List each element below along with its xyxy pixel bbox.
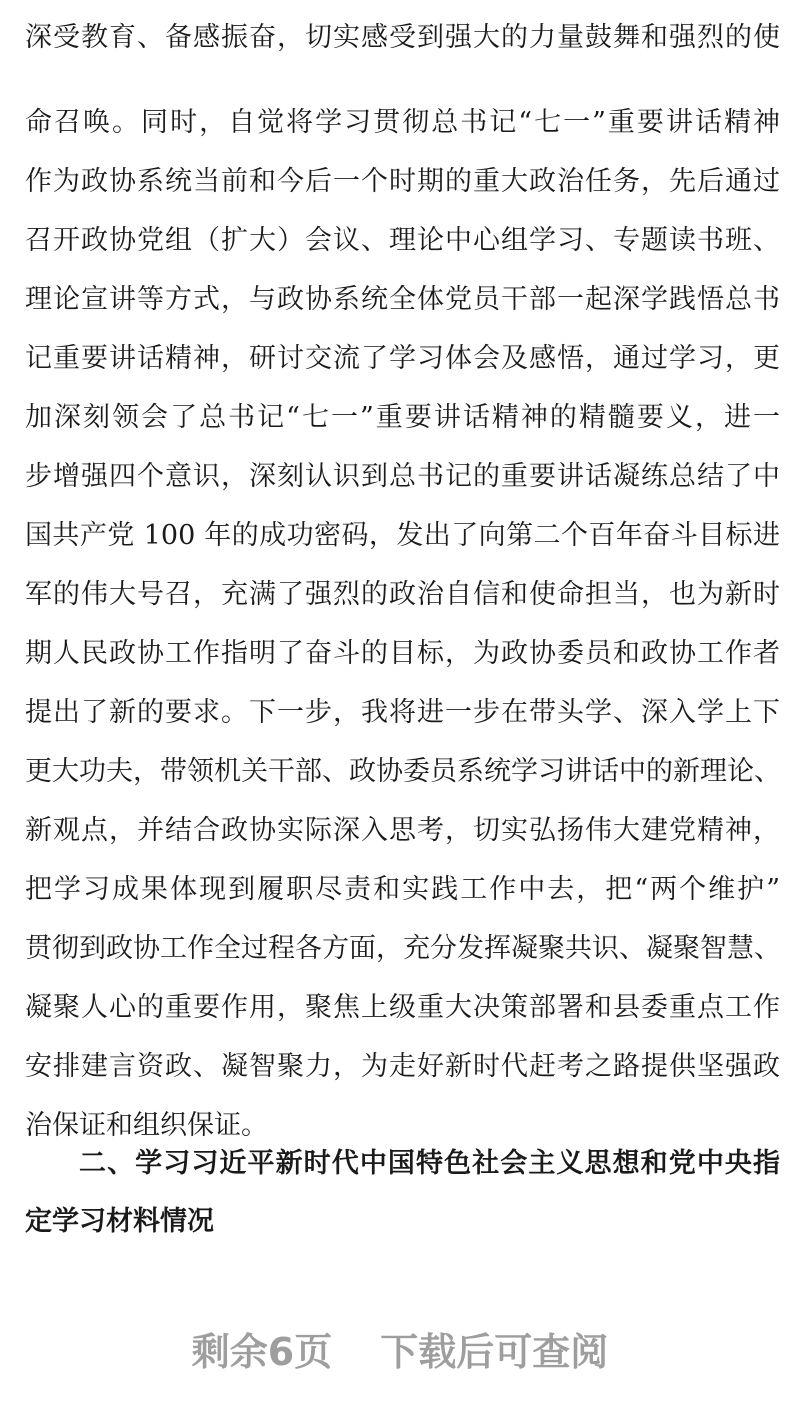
paragraph-line: 期人民政协工作指明了奋斗的目标，为政协委员和政协工作者 xyxy=(25,638,780,669)
paragraph-line: 新观点，并结合政协实际深入思考，切实弘扬伟大建党精神， xyxy=(25,815,780,846)
paragraph-line: 把学习成果体现到履职尽责和实践工作中去，把“两个维护” xyxy=(25,874,780,905)
paragraph-line: 提出了新的要求。下一步，我将进一步在带头学、深入学上下 xyxy=(25,697,780,728)
paragraph-line: 更大功夫，带领机关干部、政协委员系统学习讲话中的新理论、 xyxy=(25,756,781,787)
download-hint-label: 下载后可查阅 xyxy=(380,1330,609,1374)
paragraph-line: 命召唤。同时，自觉将学习贯彻总书记“七一”重要讲话精神 xyxy=(25,107,780,138)
paragraph-line: 安排建言资政、凝智聚力，为走好新时代赶考之路提供坚强政 xyxy=(25,1051,780,1082)
paragraph-line: 国共产党 100 年的成功密码，发出了向第二个百年奋斗目标进 xyxy=(25,520,780,551)
section-heading-line: 二、学习习近平新时代中国特色社会主义思想和党中央指 xyxy=(79,1148,780,1179)
paragraph-line: 召开政协党组（扩大）会议、理论中心组学习、专题读书班、 xyxy=(25,225,780,256)
body-paragraph xyxy=(25,0,781,1141)
paragraph-line: 理论宣讲等方式，与政协系统全体党员干部一起深学践悟总书 xyxy=(25,284,780,315)
paragraph-line: 加深刻领会了总书记“七一”重要讲话精神的精髓要义，进一 xyxy=(25,402,780,433)
section-heading-line: 定学习材料情况 xyxy=(25,1206,214,1237)
paragraph-line: 记重要讲话精神，研讨交流了学习体会及感悟，通过学习，更 xyxy=(25,343,780,374)
paragraph-line: 深受教育、备感振奋，切实感受到强大的力量鼓舞和强烈的使 xyxy=(25,22,780,53)
paragraph-line: 作为政协系统当前和今后一个时期的重大政治任务，先后通过 xyxy=(25,166,780,197)
remaining-pages-label: 剩余6页 xyxy=(191,1330,333,1374)
paragraph-line: 凝聚人心的重要作用，聚焦上级重大决策部署和县委重点工作 xyxy=(25,992,780,1023)
paragraph-line: 步增强四个意识，深刻认识到总书记的重要讲话凝练总结了中 xyxy=(25,461,780,492)
section-heading xyxy=(25,1135,780,1251)
paragraph-line: 治保证和组织保证。 xyxy=(25,1110,268,1141)
paragraph-line: 军的伟大号召，充满了强烈的政治自信和使命担当，也为新时 xyxy=(25,579,780,610)
download-prompt-banner[interactable] xyxy=(0,1322,800,1382)
paragraph-line: 贯彻到政协工作全过程各方面，充分发挥凝聚共识、凝聚智慧、 xyxy=(25,933,781,964)
